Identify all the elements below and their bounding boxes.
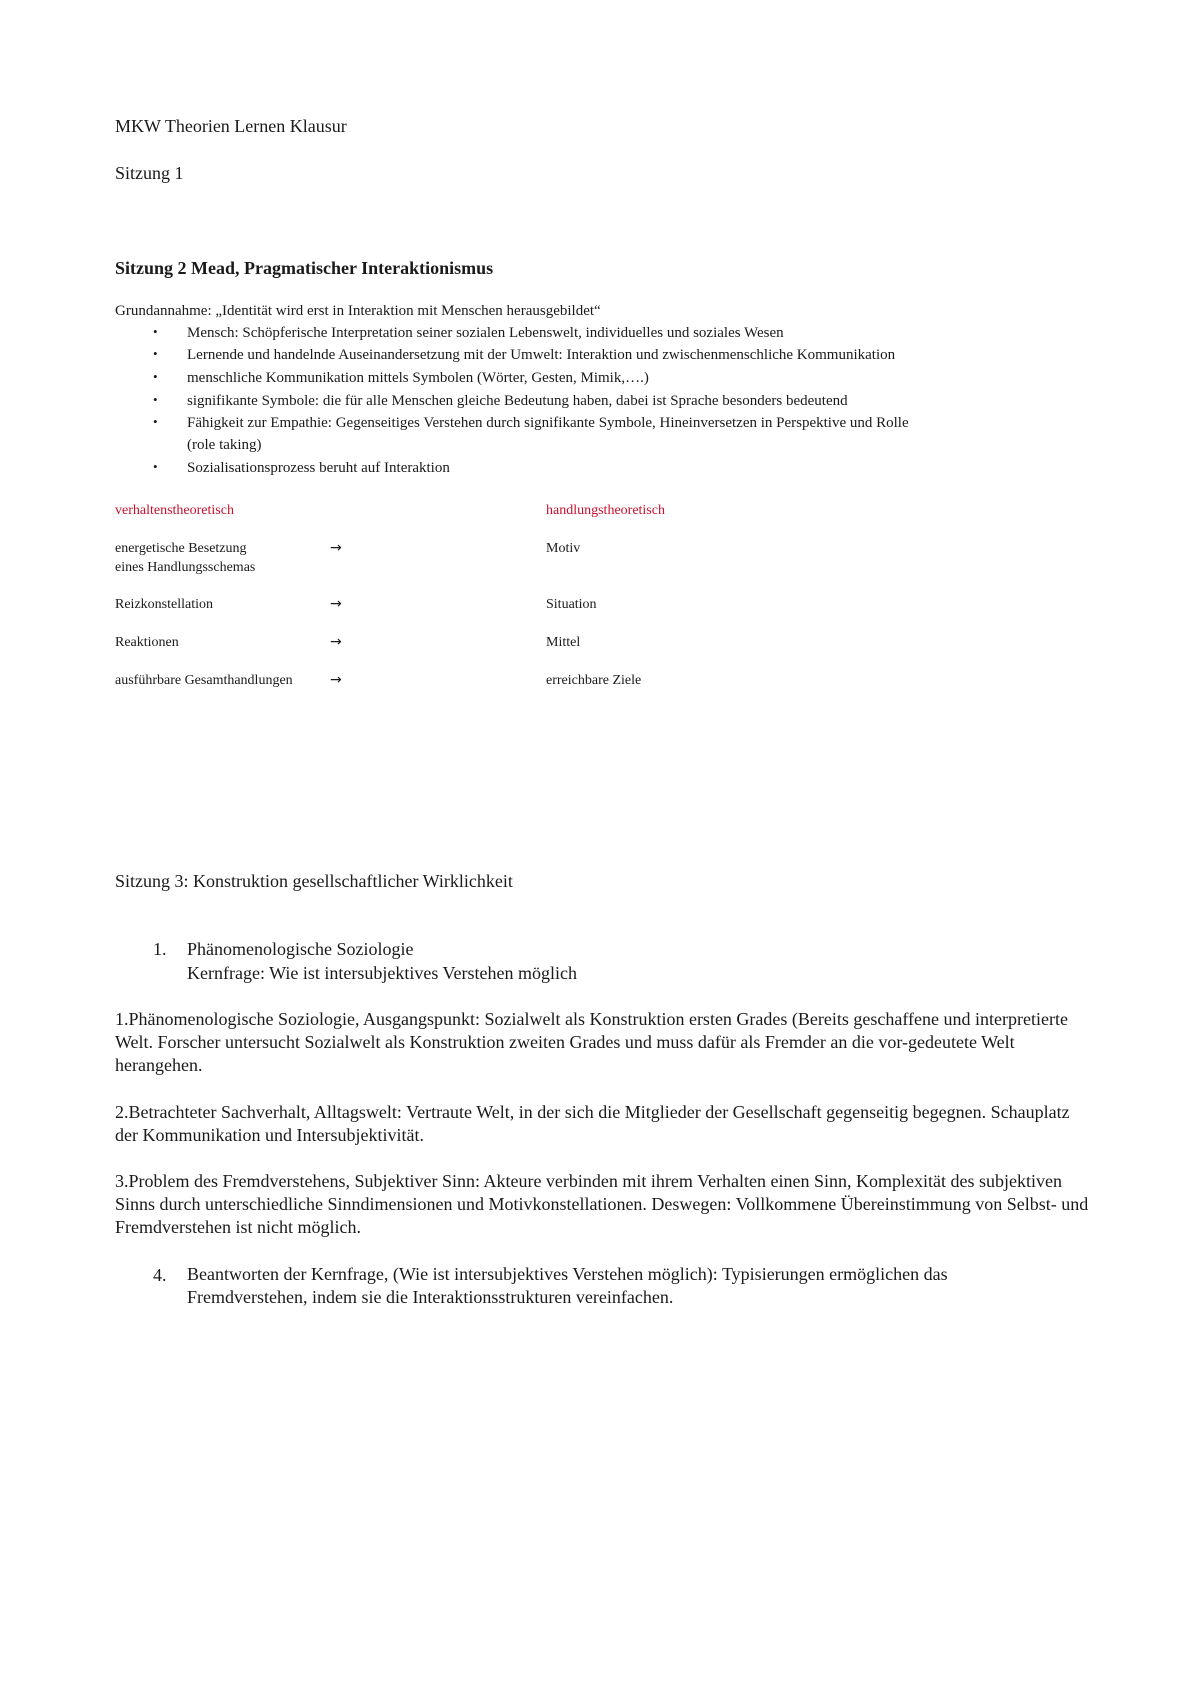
list-item: Sozialisationsprozess beruht auf Interaktion	[187, 460, 450, 476]
list-item-continuation: (role taking)	[187, 437, 262, 453]
list-item: signifikante Symbole: die für alle Menschen gleiche Bedeutung haben, dabei ist Sprache besonders bedeutend	[187, 393, 848, 409]
table-cell-right: Motiv	[546, 541, 581, 556]
paragraph-1: 1.Phänomenologische Soziologie, Ausgangspunkt: Sozialwelt als Konstruktion ersten Grades (Bereits geschaffene und interpretierte Welt. Forscher untersucht Sozialwelt als Konstruktion zweiten Grades und muss dafür als Fremder an die vor-gedeutete Welt herangehen.	[115, 1009, 1068, 1075]
table-cell-right: erreichbare Ziele	[546, 673, 642, 688]
table-cell-right: Mittel	[546, 635, 581, 650]
list-item-title: Phänomenologische Soziologie	[187, 939, 414, 959]
kernfrage: Kernfrage: Wie ist intersubjektives Verstehen möglich	[187, 963, 578, 983]
list-item: Fähigkeit zur Empathie: Gegenseitiges Verstehen durch signifikante Symbole, Hineinversetzen in Perspektive und Rolle	[187, 415, 909, 431]
bullet-marker: •	[153, 324, 158, 339]
table-cell-right: Situation	[546, 597, 597, 612]
table-cell-left: ausführbare Gesamthandlungen	[115, 673, 293, 688]
grundannahme: Grundannahme: „Identität wird erst in Interaktion mit Menschen herausgebildet“	[115, 303, 601, 319]
bullet-marker: •	[153, 459, 158, 474]
doc-title: MKW Theorien Lernen Klausur	[115, 116, 347, 136]
table-cell-left-continuation: eines Handlungsschemas	[115, 560, 256, 575]
table-cell-left: energetische Besetzung	[115, 541, 247, 556]
arrow-icon: →	[330, 634, 342, 650]
bullet-marker: •	[153, 369, 158, 384]
bullet-marker: •	[153, 346, 158, 361]
list-item: Lernende und handelnde Auseinandersetzung mit der Umwelt: Interaktion und zwischenmenschliche Kommunikation	[187, 347, 896, 363]
table-cell-left: Reizkonstellation	[115, 597, 213, 612]
sitzung2-heading: Sitzung 2 Mead, Pragmatischer Interaktionismus	[115, 258, 494, 278]
list-number: 1.	[153, 939, 167, 959]
list-item: menschliche Kommunikation mittels Symbolen (Wörter, Gesten, Mimik,….)	[187, 370, 649, 386]
arrow-icon: →	[330, 540, 342, 556]
left-column-header: verhaltenstheoretisch	[115, 503, 234, 518]
arrow-icon: →	[330, 596, 342, 612]
table-cell-left: Reaktionen	[115, 635, 179, 650]
list-item-4: Beantworten der Kernfrage, (Wie ist intersubjektives Verstehen möglich): Typisierungen ermöglichen das Fremdverstehen, indem sie die Interaktionsstrukturen vereinfachen.	[187, 1264, 948, 1307]
right-column-header: handlungstheoretisch	[546, 503, 665, 518]
bullet-marker: •	[153, 392, 158, 407]
sitzung3-heading: Sitzung 3: Konstruktion gesellschaftlicher Wirklichkeit	[115, 871, 513, 891]
paragraph-3: 3.Problem des Fremdverstehens, Subjektiver Sinn: Akteure verbinden mit ihrem Verhalten einen Sinn, Komplexität des subjektiven Sinns durch unterschiedliche Sinndimensionen und Motivkonstellationen. Deswegen: Vollkommene Übereinstimmung von Selbst- und Fremdverstehen ist nicht möglich.	[115, 1171, 1089, 1237]
arrow-icon: →	[330, 672, 342, 688]
paragraph-2: 2.Betrachteter Sachverhalt, Alltagswelt: Vertraute Welt, in der sich die Mitglieder der Gesellschaft gegenseitig begegnen. Schauplatz der Kommunikation und Intersubjektivität.	[115, 1102, 1070, 1145]
list-number: 4.	[153, 1265, 167, 1285]
bullet-marker: •	[153, 414, 158, 429]
sitzung1-heading: Sitzung 1	[115, 163, 184, 183]
list-item: Mensch: Schöpferische Interpretation seiner sozialen Lebenswelt, individuelles und soziales Wesen	[187, 325, 784, 341]
